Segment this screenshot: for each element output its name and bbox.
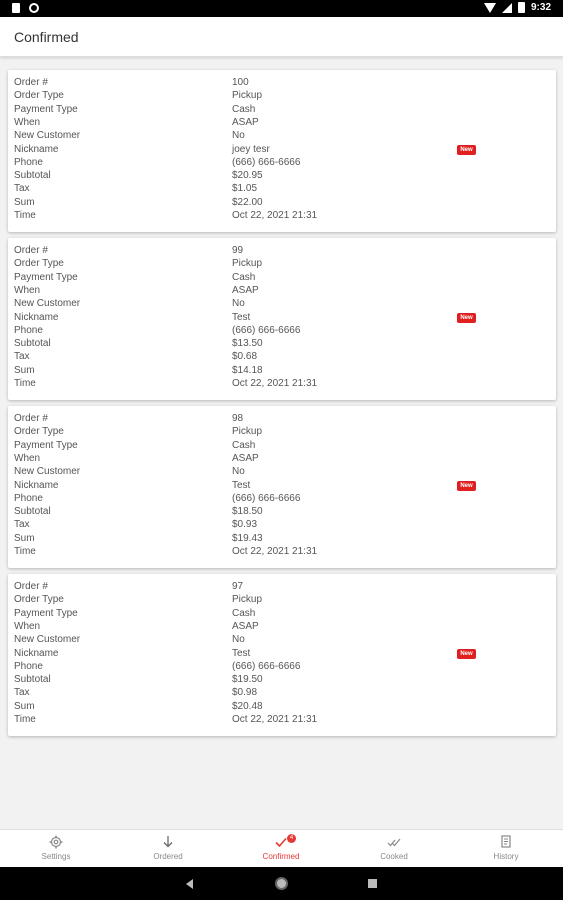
new-badge: New [457,313,476,323]
field-label: Payment Type [14,607,78,619]
field-value: 100 [232,77,249,88]
order-field-order-type [14,426,454,439]
field-label: Phone [14,324,43,336]
home-icon[interactable] [275,877,288,890]
field-value: ASAP [232,284,259,296]
field-label: Tax [14,183,30,195]
field-value: Cash [232,103,256,115]
order-field-when [14,621,454,634]
field-label: Time [14,210,36,221]
field-label: When [14,452,41,464]
order-field-tax [14,519,454,532]
field-label: Order # [14,77,48,88]
field-label: Subtotal [14,338,51,350]
notification-icons [12,3,39,13]
field-value: Cash [232,607,256,619]
field-label: Sum [14,364,35,376]
order-field-subtotal [14,506,454,519]
battery-icon [518,2,525,13]
sync-icon [29,3,39,13]
field-label: When [14,284,41,296]
field-label: When [14,620,41,632]
order-field-sum [14,701,454,714]
field-value: $18.50 [232,506,263,518]
order-field-tax [14,351,454,364]
field-label: Sum [14,196,35,208]
field-label: New Customer [14,466,81,478]
page-title: Confirmed [14,29,79,45]
field-value: $14.18 [232,364,263,376]
order-field-order-no [14,413,454,426]
field-value: (666) 666-6666 [232,492,301,504]
order-card[interactable] [8,70,556,232]
receipt-icon [499,835,513,849]
order-field-when [14,453,454,466]
notification-icon [12,3,20,13]
nav-history[interactable] [450,830,562,868]
order-field-payment-type [14,608,454,621]
field-value: Oct 22, 2021 21:31 [232,714,318,725]
new-badge: New [457,145,476,155]
field-value: No [232,130,245,142]
field-label: Tax [14,519,30,531]
order-field-payment-type [14,440,454,453]
back-icon[interactable] [186,879,193,889]
field-value: Test [232,479,251,491]
signal-icon [502,3,512,13]
order-field-sum [14,197,454,210]
field-value: Pickup [232,258,263,270]
order-field-sum [14,365,454,378]
nav-cooked[interactable] [338,830,450,868]
order-field-tax [14,687,454,700]
field-value: (666) 666-6666 [232,660,301,672]
app-bar [0,17,563,57]
field-label: Nickname [14,143,59,155]
field-value: Cash [232,271,256,283]
field-value: ASAP [232,116,259,128]
order-field-new-customer [14,298,454,311]
order-field-time [14,546,454,559]
field-value: Oct 22, 2021 21:31 [232,210,318,221]
order-card[interactable] [8,238,556,400]
nav-confirmed[interactable] [225,830,337,868]
field-value: Pickup [232,594,263,606]
recent-apps-icon[interactable] [368,879,377,888]
order-field-time [14,378,454,391]
order-field-order-type [14,594,454,607]
field-value: No [232,298,245,310]
field-label: Time [14,378,36,389]
field-value: Test [232,311,251,323]
order-field-subtotal [14,338,454,351]
field-label: Order Type [14,594,64,606]
field-label: Nickname [14,479,59,491]
field-value: Pickup [232,426,263,438]
field-label: Subtotal [14,674,51,686]
order-field-payment-type [14,104,454,117]
field-label: Order Type [14,90,64,102]
field-label: Nickname [14,311,59,323]
field-value: $20.48 [232,700,263,712]
nav-confirmed-label: Confirmed [262,852,300,861]
nav-cooked-label: Cooked [380,852,408,861]
order-field-order-no [14,581,454,594]
field-label: Sum [14,700,35,712]
field-label: New Customer [14,634,81,646]
field-value: (666) 666-6666 [232,156,301,168]
order-field-subtotal [14,674,454,687]
field-label: Order # [14,581,48,592]
nav-settings[interactable] [0,830,112,868]
status-bar [0,0,563,17]
order-field-new-customer [14,130,454,143]
arrow-down-icon [161,835,175,849]
order-field-nickname [14,312,454,325]
order-card[interactable] [8,574,556,736]
field-value: Oct 22, 2021 21:31 [232,546,318,557]
order-field-order-type [14,90,454,103]
field-label: Tax [14,687,30,699]
order-field-phone [14,157,454,170]
nav-confirmed-badge: 4 [287,834,296,843]
field-label: Order Type [14,426,64,438]
order-field-new-customer [14,466,454,479]
order-field-nickname [14,648,454,661]
field-label: Time [14,546,36,557]
field-value: Cash [232,439,256,451]
field-value: $13.50 [232,338,263,350]
bottom-navigation [0,829,563,867]
field-value: joey tesr [232,143,270,155]
field-label: Phone [14,156,43,168]
order-field-payment-type [14,272,454,285]
order-field-nickname [14,480,454,493]
order-field-when [14,285,454,298]
field-label: Phone [14,660,43,672]
field-label: Subtotal [14,170,51,182]
field-value: 98 [232,413,244,424]
order-field-phone [14,493,454,506]
order-field-order-no [14,77,454,90]
field-label: Phone [14,492,43,504]
field-label: Order # [14,245,48,256]
gear-icon [49,835,63,849]
order-field-tax [14,183,454,196]
field-label: Sum [14,532,35,544]
order-field-phone [14,325,454,338]
field-label: Payment Type [14,439,78,451]
order-field-phone [14,661,454,674]
field-value: No [232,466,245,478]
new-badge: New [457,649,476,659]
field-value: Pickup [232,90,263,102]
field-value: $0.98 [232,687,258,699]
field-value: $0.68 [232,351,258,363]
field-value: $0.93 [232,519,258,531]
field-label: Nickname [14,647,59,659]
order-field-order-no [14,245,454,258]
double-check-icon [387,835,401,849]
field-value: (666) 666-6666 [232,324,301,336]
field-label: Order # [14,413,48,424]
field-value: ASAP [232,452,259,464]
nav-settings-label: Settings [41,852,71,861]
order-field-time [14,210,454,223]
order-field-time [14,714,454,727]
field-label: Tax [14,351,30,363]
field-label: Payment Type [14,271,78,283]
field-value: Oct 22, 2021 21:31 [232,378,318,389]
system-indicators [484,2,551,13]
field-value: $20.95 [232,170,263,182]
field-label: When [14,116,41,128]
order-card[interactable] [8,406,556,568]
field-label: Order Type [14,258,64,270]
field-label: Subtotal [14,506,51,518]
field-value: 99 [232,245,244,256]
status-time: 9:32 [530,2,551,13]
field-value: Test [232,647,251,659]
order-field-sum [14,533,454,546]
system-navigation-bar [0,867,563,900]
order-field-nickname [14,144,454,157]
new-badge: New [457,481,476,491]
order-field-new-customer [14,634,454,647]
order-field-when [14,117,454,130]
field-value: 97 [232,581,244,592]
check-icon [274,835,288,849]
field-value: No [232,634,245,646]
field-label: Payment Type [14,103,78,115]
order-field-order-type [14,258,454,271]
field-label: New Customer [14,298,81,310]
order-field-subtotal [14,170,454,183]
nav-ordered[interactable] [112,830,224,868]
field-value: $1.05 [232,183,258,195]
field-value: ASAP [232,620,259,632]
wifi-icon [484,3,496,13]
field-label: Time [14,714,36,725]
field-value: $22.00 [232,196,263,208]
nav-ordered-label: Ordered [153,852,183,861]
field-value: $19.43 [232,532,263,544]
field-value: $19.50 [232,674,263,686]
field-label: New Customer [14,130,81,142]
nav-history-label: History [493,852,519,861]
